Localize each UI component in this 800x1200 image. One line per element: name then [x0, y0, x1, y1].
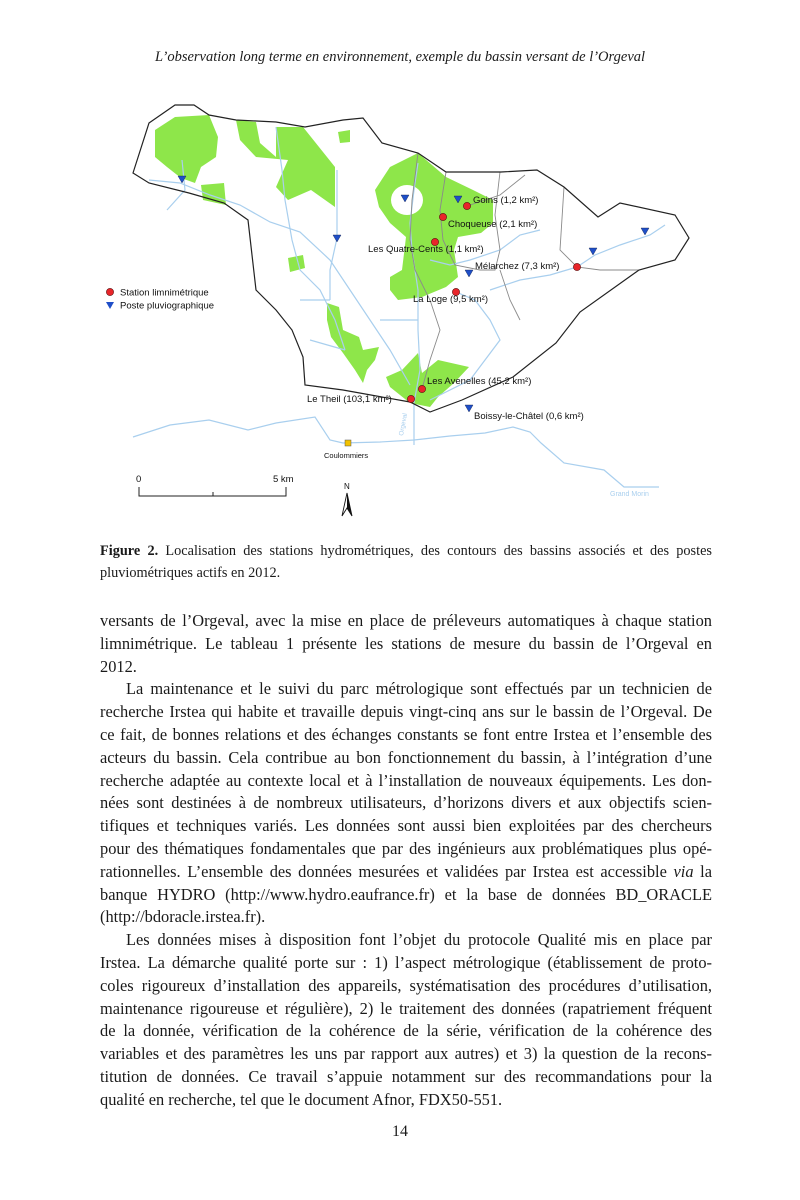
text-line: recherche Irstea qui habite et travaille depuis vingt-cinq ans sur le bassin de l’Orgeval. De: [100, 702, 712, 722]
label-quatre-cents: Les Quatre-Cents (1,1 km²): [368, 244, 484, 255]
forest-patch: [338, 130, 350, 143]
station-goins: [463, 202, 470, 209]
label-grand-morin: Grand Morin: [610, 491, 649, 498]
page-number: 14: [392, 1123, 408, 1140]
legend-station-label: Station limnimétrique: [120, 287, 209, 299]
figure-caption: [100, 540, 712, 584]
station-melarchez: [573, 263, 580, 270]
text-line: Irstea. La démarche qualité porte sur : 1) l’aspect métrologique (établissement de proto-: [100, 952, 712, 972]
text-line: rationnelles. L’ensemble des données mesurées et validées par Irstea est accessible via la: [100, 861, 712, 881]
text-line: pour des thématiques fondamentales que par des ingénieurs aux problématiques plus opé-: [100, 838, 712, 858]
rain-gauge-marker: [589, 248, 597, 255]
scale-zero-label: 0: [136, 474, 142, 485]
scale-end-label: 5 km: [273, 474, 294, 485]
caption-line: Figure 2. Localisation des stations hydrométriques, des contours des bassins associés et des postes: [100, 543, 712, 559]
label-coulommiers: Coulommiers: [324, 451, 369, 460]
station-choqueuse: [439, 213, 446, 220]
text-line: versants de l’Orgeval, avec la mise en place de préleveurs automatiques à chaque station: [100, 611, 712, 630]
rain-gauge-marker: [465, 405, 473, 412]
scale-bar: [136, 474, 294, 496]
text-line: de la donnée, vérification de la cohérence de la série, vérification de la cohérence des: [100, 1021, 712, 1041]
rain-gauge-marker: [465, 270, 473, 277]
text-line: qualité en recherche, tel que le document Afnor, FDX50-551.: [100, 1089, 503, 1109]
label-orgeval: Orgeval: [398, 412, 409, 437]
running-header: L’observation long terme en environnement, exemple du bassin versant de l’Orgeval: [154, 49, 646, 65]
forest-patch: [155, 115, 218, 183]
text-line: acteurs du bassin. Cela contribue au bon fonctionnement du bassin, à l’intégration d’une: [100, 747, 712, 767]
legend-station-icon: [106, 288, 113, 295]
text-line: tifiques et techniques variés. Les données sont aussi bien exploitées par des chercheurs: [100, 816, 712, 836]
station-le-theil: [407, 395, 414, 402]
label-choqueuse: Choqueuse (2,1 km²): [448, 219, 538, 230]
town-marker-icon: [345, 440, 351, 446]
legend-pluvio-label: Poste pluviographique: [120, 300, 215, 312]
text-line: (http://bdoracle.irstea.fr).: [100, 907, 266, 927]
text-line: ce fait, de bonnes relations et des échanges constants se font entre Irstea et l’ensemble des: [100, 724, 712, 744]
forest-areas: [155, 115, 493, 407]
text-line: limnimétrique. Le tableau 1 présente les stations de mesure du bassin de l’Orgeval en: [100, 633, 712, 653]
label-le-theil: Le Theil (103,1 km²): [307, 394, 392, 405]
text-line: 2012.: [100, 656, 137, 676]
text-line: maintenance rigoureuse et régulière), 2) le traitement des données (rapatriement fréquent: [100, 998, 712, 1018]
svg-text:N: N: [344, 482, 350, 491]
map-legend: [106, 288, 214, 312]
forest-patch: [236, 120, 335, 207]
label-boissy: Boissy-le-Châtel (0,6 km²): [474, 411, 584, 422]
orgeval-basin-map: [0, 90, 800, 530]
forest-patch: [201, 183, 226, 205]
text-line: La maintenance et le suivi du parc métrologique sont effectués par un technicien de: [126, 679, 712, 699]
label-melarchez: Mélarchez (7,3 km²): [475, 261, 560, 272]
text-line: coles rigoureux d’installation des appareils, systématisation des procédures d’utilisation,: [100, 975, 712, 995]
text-line: variables et des paramètres les uns par rapport aux autres) et 3) la question de la recons-: [100, 1044, 712, 1064]
legend-pluvio-icon: [106, 302, 114, 309]
text-line: recherche adaptée au contexte local et à l’installation de nouveaux équipements. Les don-: [100, 770, 712, 790]
rain-gauge-marker: [178, 176, 186, 183]
north-arrow-icon: [342, 482, 352, 516]
label-goins: Goins (1,2 km²): [473, 195, 539, 206]
caption-line: pluviométriques actifs en 2012.: [100, 565, 281, 581]
text-line: nées sont destinées à de nombreux utilisateurs, d’horizons divers et aux objectifs scien-: [100, 793, 712, 813]
rain-gauge-marker: [333, 235, 341, 242]
body-text: [100, 610, 712, 1112]
rain-gauge-marker: [641, 228, 649, 235]
caption-label: Figure 2.: [100, 543, 159, 559]
text-line: titution de données. Ce travail s’appuie notamment sur des recommandations pour la: [100, 1066, 712, 1086]
label-avenelles: Les Avenelles (45,2 km²): [427, 376, 532, 387]
forest-patch: [327, 303, 379, 383]
text-line: banque HYDRO (http://www.hydro.eaufrance.fr) et la base de données BD_ORACLE: [100, 884, 712, 904]
label-la-loge: La Loge (9,5 km²): [413, 294, 488, 305]
station-avenelles: [418, 385, 425, 392]
river-grand-morin: [133, 417, 659, 487]
text-line: Les données mises à disposition font l’objet du protocole Qualité mis en place par: [126, 930, 712, 950]
